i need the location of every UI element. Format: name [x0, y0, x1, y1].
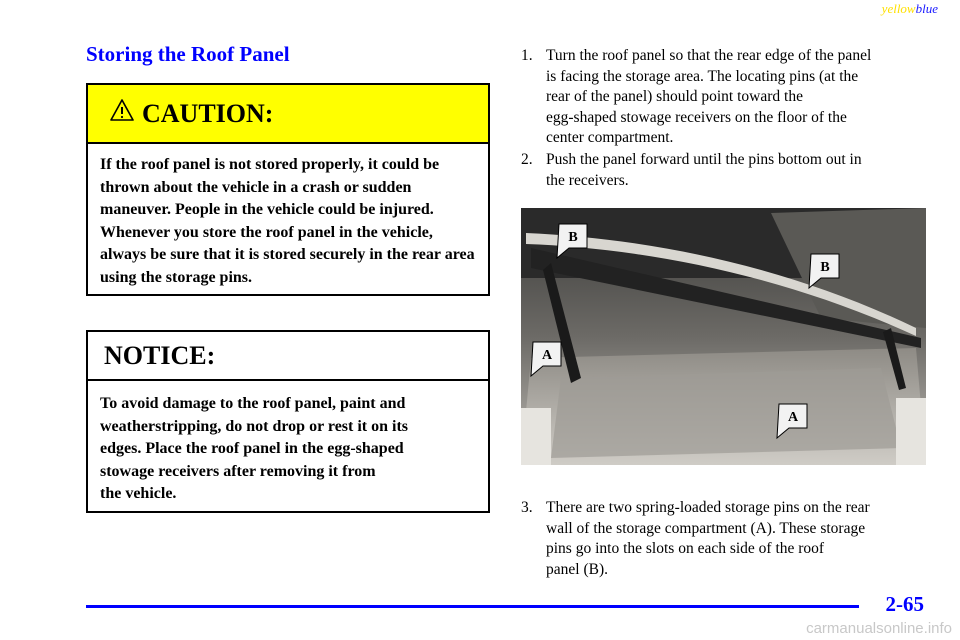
page-number: 2-65	[885, 592, 924, 616]
step-number: 2.	[521, 151, 533, 168]
step-line: There are two spring-loaded storage pins on the rear	[546, 499, 870, 516]
notice-header	[88, 332, 488, 381]
watermark: carmanualsonline.info	[806, 620, 952, 637]
step-text	[521, 150, 921, 191]
footer-rule	[86, 605, 859, 608]
step-3	[521, 498, 921, 580]
notice-line: To avoid damage to the roof panel, paint and	[100, 395, 406, 412]
caution-box	[86, 83, 490, 296]
notice-label: NOTICE:	[104, 340, 216, 370]
page-header-tag	[882, 1, 938, 17]
step-text	[521, 46, 921, 149]
caution-text: If the roof panel is not stored properly, it could be thrown about the vehicle in a crash or sudden maneuver. People in the vehicle could be injured. Whenever you store the roof panel in the vehicle, always be sure that it is stored securely in the rear area using the storage pins.	[100, 156, 475, 286]
step-line: is facing the storage area. The locating pins (at the	[546, 67, 859, 85]
step-line: Push the panel forward until the pins bottom out in	[546, 151, 862, 168]
notice-line: the vehicle.	[100, 485, 177, 502]
notice-box	[86, 330, 490, 513]
photo-label-a: A	[541, 348, 553, 363]
storage-compartment-photo	[521, 208, 926, 465]
header-word-blue: blue	[915, 1, 938, 16]
photo-illustration	[521, 208, 926, 465]
step-line: Turn the roof panel so that the rear edge of the panel	[546, 47, 872, 64]
step-line: pins go into the slots on each side of the roof	[546, 540, 825, 557]
step-1	[521, 46, 921, 149]
step-number: 3.	[521, 499, 533, 516]
caution-label: CAUTION:	[142, 98, 274, 128]
notice-line: edges. Place the roof panel in the egg-shaped	[100, 440, 404, 457]
photo-label-b: B	[820, 260, 830, 275]
caution-header	[88, 85, 488, 144]
header-word-yellow: yellow	[881, 1, 916, 16]
photo-label-b: B	[568, 230, 578, 245]
step-line: egg-shaped stowage receivers on the floor of the	[546, 108, 847, 126]
step-line: rear of the panel) should point toward the	[546, 88, 803, 105]
step-2	[521, 150, 921, 191]
notice-line: weatherstripping, do not drop or rest it on its	[100, 417, 409, 435]
section-title: Storing the Roof Panel	[86, 42, 290, 66]
step-line: wall of the storage compartment (A). These storage	[546, 519, 866, 537]
warning-triangle-icon	[110, 98, 134, 122]
step-line: panel (B).	[546, 560, 608, 578]
step-text	[521, 498, 921, 580]
notice-line: stowage receivers after removing it from	[100, 462, 376, 480]
step-line: center compartment.	[546, 129, 674, 146]
step-line: the receivers.	[546, 171, 629, 189]
photo-label-a: A	[787, 410, 799, 425]
step-number: 1.	[521, 47, 533, 64]
notice-text	[88, 381, 488, 506]
